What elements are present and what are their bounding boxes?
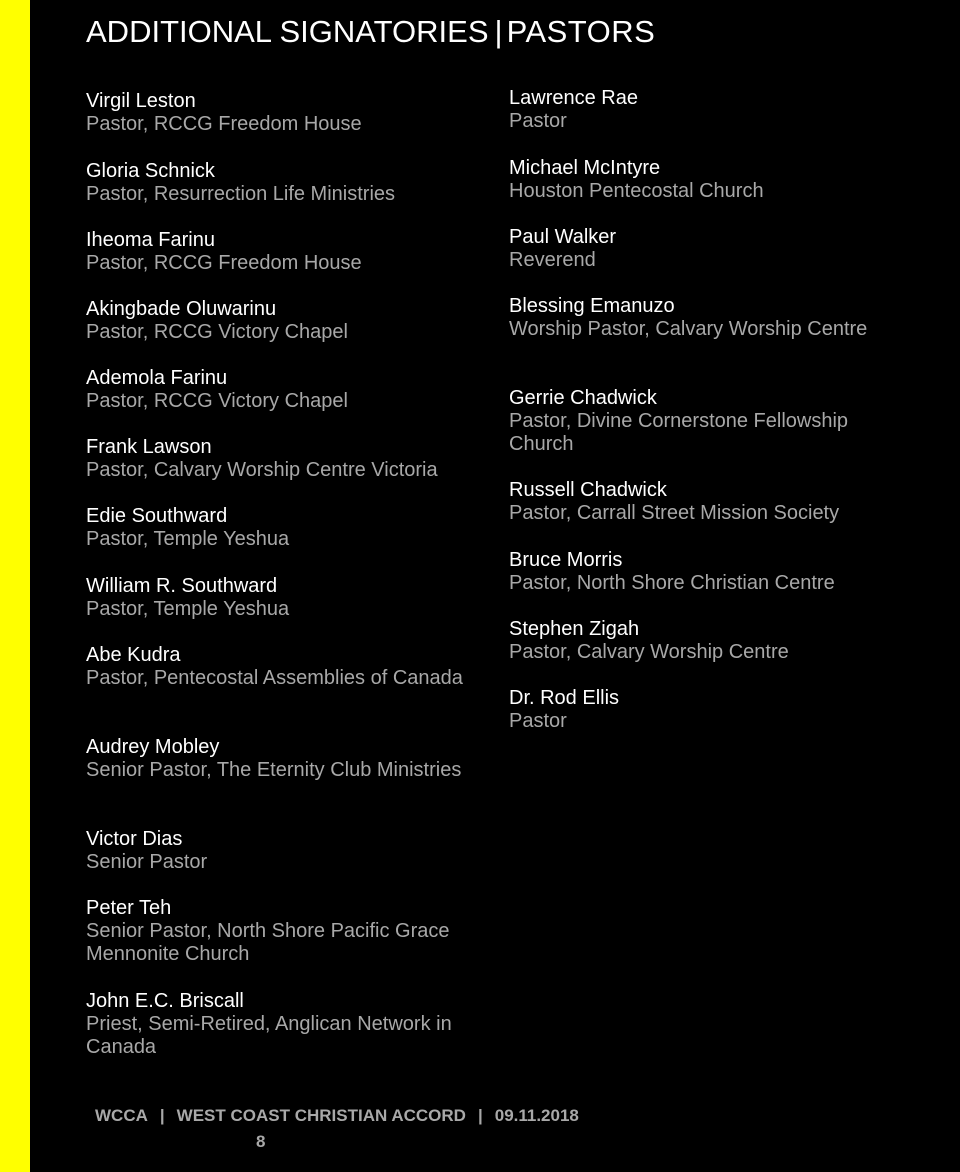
signatory-entry bbox=[86, 298, 476, 344]
signatory-entry bbox=[86, 436, 476, 482]
signatory-name: Iheoma Farinu bbox=[86, 229, 215, 251]
signatory-role: Pastor, RCCG Freedom House bbox=[86, 252, 362, 274]
signatory-role: Senior Pastor, North Shore Pacific Grace Mennonite Church bbox=[86, 920, 450, 965]
page-footer bbox=[95, 1106, 579, 1126]
footer-org: WCCA bbox=[95, 1106, 148, 1125]
signatory-entry bbox=[86, 160, 476, 206]
signatory-name: Virgil Leston bbox=[86, 90, 196, 112]
footer-date-separator: | bbox=[477, 1106, 483, 1125]
signatory-entry bbox=[509, 295, 899, 341]
signatory-name: Gloria Schnick bbox=[86, 160, 215, 182]
signatory-role: Reverend bbox=[509, 249, 596, 271]
signatory-entry bbox=[86, 736, 476, 782]
signatory-role: Pastor, Temple Yeshua bbox=[86, 598, 290, 620]
signatory-name: Edie Southward bbox=[86, 505, 228, 527]
signatory-name: Russell Chadwick bbox=[509, 479, 667, 501]
signatory-name: Lawrence Rae bbox=[509, 87, 638, 109]
signatory-entry bbox=[86, 367, 476, 413]
signatory-entry bbox=[86, 990, 476, 1059]
signatory-role: Pastor, Calvary Worship Centre Victoria bbox=[86, 459, 438, 481]
signatory-entry bbox=[86, 828, 476, 874]
signatory-role: Pastor, Resurrection Life Ministries bbox=[86, 183, 396, 205]
signatory-entry bbox=[509, 549, 899, 595]
signatory-name: Akingbade Oluwarinu bbox=[86, 298, 277, 320]
signatory-name: Abe Kudra bbox=[86, 644, 181, 666]
signatory-name: Frank Lawson bbox=[86, 436, 212, 458]
signatory-entry bbox=[509, 226, 899, 272]
signatory-entry bbox=[509, 387, 899, 456]
signatory-entry bbox=[509, 157, 899, 203]
signatory-name: Dr. Rod Ellis bbox=[509, 687, 620, 709]
page-title-main: ADDITIONAL SIGNATORIES bbox=[86, 14, 489, 49]
yellow-accent-bar bbox=[0, 0, 30, 1172]
signatory-name: Bruce Morris bbox=[509, 549, 623, 571]
signatory-role: Pastor, Pentecostal Assemblies of Canada bbox=[86, 667, 463, 689]
signatory-role: Pastor, Divine Cornerstone Fellowship Church bbox=[509, 410, 849, 455]
signatory-role: Pastor, Temple Yeshua bbox=[86, 528, 290, 550]
page-number: 8 bbox=[256, 1132, 266, 1151]
signatory-name: Paul Walker bbox=[509, 226, 617, 248]
signatory-name: Gerrie Chadwick bbox=[509, 387, 657, 409]
footer-separator: | bbox=[159, 1106, 165, 1125]
signatory-entry bbox=[86, 575, 476, 621]
signatory-role: Priest, Semi-Retired, Anglican Network in Canada bbox=[86, 1013, 452, 1058]
signatory-entry bbox=[86, 505, 476, 551]
signatory-role: Pastor, Carrall Street Mission Society bbox=[509, 502, 840, 524]
signatory-role: Pastor, North Shore Christian Centre bbox=[509, 572, 835, 594]
signatory-role: Pastor, RCCG Victory Chapel bbox=[86, 390, 348, 412]
signatory-name: Victor Dias bbox=[86, 828, 183, 850]
signatory-role: Pastor bbox=[509, 110, 567, 132]
title-separator: | bbox=[494, 14, 503, 49]
signatory-name: Peter Teh bbox=[86, 897, 172, 919]
signatory-entry bbox=[509, 87, 899, 133]
footer-date: 09.11.2018 bbox=[494, 1106, 579, 1125]
signatory-name: William R. Southward bbox=[86, 575, 278, 597]
signatory-name: Audrey Mobley bbox=[86, 736, 220, 758]
signatory-role: Pastor, RCCG Freedom House bbox=[86, 113, 362, 135]
signatory-entry bbox=[509, 618, 899, 664]
signatory-role: Pastor, RCCG Victory Chapel bbox=[86, 321, 348, 343]
page-subtitle: PASTORS bbox=[506, 14, 656, 49]
signatory-role: Pastor bbox=[509, 710, 567, 732]
signatory-role: Houston Pentecostal Church bbox=[509, 180, 764, 202]
signatory-entry bbox=[86, 229, 476, 275]
signatory-role: Pastor, Calvary Worship Centre bbox=[509, 641, 789, 663]
signatory-name: Ademola Farinu bbox=[86, 367, 228, 389]
signatory-role: Senior Pastor bbox=[86, 851, 208, 873]
signatory-name: Michael McIntyre bbox=[509, 157, 661, 179]
signatory-entry bbox=[86, 897, 476, 966]
signatory-entry bbox=[86, 90, 476, 136]
page-title bbox=[86, 14, 655, 50]
signatory-entry bbox=[509, 479, 899, 525]
signatory-role: Senior Pastor, The Eternity Club Ministries bbox=[86, 759, 462, 781]
signatory-name: John E.C. Briscall bbox=[86, 990, 244, 1012]
footer-accord-name: WEST COAST CHRISTIAN ACCORD bbox=[176, 1106, 466, 1125]
signatory-entry bbox=[86, 644, 476, 690]
signatory-entry bbox=[509, 687, 899, 733]
signatory-name: Blessing Emanuzo bbox=[509, 295, 675, 317]
signatory-name: Stephen Zigah bbox=[509, 618, 640, 640]
signatory-role: Worship Pastor, Calvary Worship Centre bbox=[509, 318, 868, 340]
